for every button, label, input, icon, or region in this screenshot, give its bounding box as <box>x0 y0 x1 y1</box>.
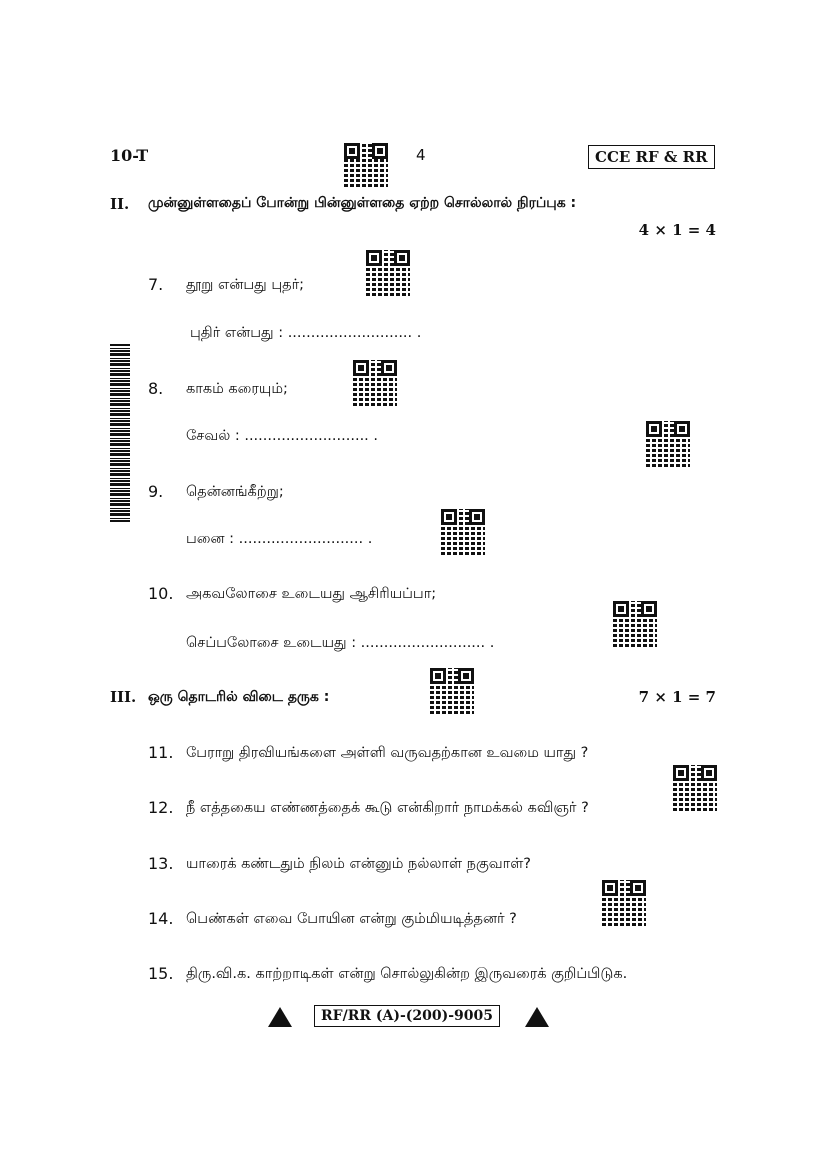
question-15-text: திரு.வி.க. காற்றாடிகள் என்று சொல்லுகின்ற இருவரைக் குறிப்பிடுக. <box>186 966 628 982</box>
footer-code-box: RF/RR (A)-(200)-9005 <box>314 1005 500 1027</box>
paper-code: 10-T <box>110 146 149 165</box>
section-2-marks: 4 × 1 = 4 <box>638 221 716 239</box>
qr-code-icon <box>602 880 646 926</box>
qr-code-icon <box>344 143 388 187</box>
section-3-number: III. <box>110 688 137 706</box>
qr-code-icon <box>613 601 657 647</box>
question-11-number: 11. <box>148 743 174 762</box>
section-2-number: II. <box>110 195 130 213</box>
question-8-number: 8. <box>148 379 164 398</box>
question-10-number: 10. <box>148 584 174 603</box>
question-12-number: 12. <box>148 798 174 817</box>
question-13-number: 13. <box>148 854 174 873</box>
question-11-text: பேராறு திரவியங்களை அள்ளி வருவதற்கான உவமை யாது ? <box>186 745 589 761</box>
barcode-icon <box>110 344 130 522</box>
question-8-line1: காகம் கரையும்; <box>186 381 288 397</box>
qr-code-icon <box>366 250 410 296</box>
section-3-marks: 7 × 1 = 7 <box>638 688 716 706</box>
qr-code-icon <box>673 765 717 811</box>
triangle-right-icon <box>525 1007 549 1027</box>
qr-code-icon <box>353 360 397 406</box>
question-9-number: 9. <box>148 482 164 501</box>
section-3-instruction: ஒரு தொடரில் விடை தருக : <box>148 689 330 705</box>
question-9-answer-line: பனை : ........................... . <box>186 531 373 547</box>
page-number: 4 <box>416 146 426 164</box>
triangle-left-icon <box>268 1007 292 1027</box>
question-7-number: 7. <box>148 275 164 294</box>
qr-code-icon <box>441 509 485 555</box>
question-9-line1: தென்னங்கீற்று; <box>186 484 284 500</box>
question-13-text: யாரைக் கண்டதும் நிலம் என்னும் நல்லாள் நகுவாள்? <box>186 856 531 872</box>
question-12-text: நீ எத்தகைய எண்ணத்தைக் கூடு என்கிறார் நாமக்கல் கவிஞர் ? <box>186 800 589 816</box>
question-10-answer-line: செப்பலோசை உடையது : ........................... . <box>186 635 495 651</box>
section-2-instruction: முன்னுள்ளதைப் போன்று பின்னுள்ளதை ஏற்ற சொல்லால் நிரப்புக : <box>148 195 577 211</box>
question-8-answer-line: சேவல் : ........................... . <box>186 428 379 444</box>
qr-code-icon <box>430 668 474 714</box>
question-14-text: பெண்கள் எவை போயின என்று கும்மியடித்தனர் ? <box>186 911 517 927</box>
qr-code-icon <box>646 421 690 467</box>
question-15-number: 15. <box>148 964 174 983</box>
exam-code-box: CCE RF & RR <box>588 145 715 169</box>
question-14-number: 14. <box>148 909 174 928</box>
question-7-answer-line: புதிர் என்பது : ........................... . <box>190 325 422 341</box>
question-10-line1: அகவலோசை உடையது ஆசிரியப்பா; <box>186 586 437 602</box>
question-7-line1: தூறு என்பது புதர்; <box>186 277 305 293</box>
